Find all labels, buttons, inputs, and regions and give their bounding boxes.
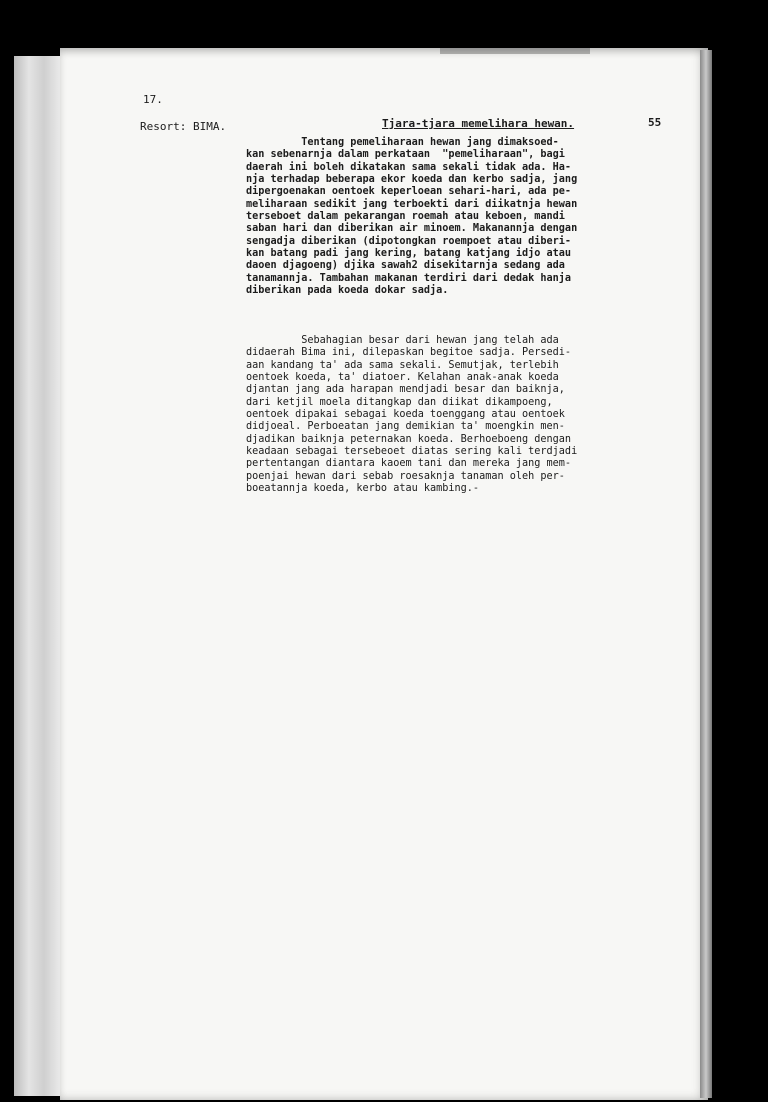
paragraph-2 bbox=[246, 335, 686, 495]
text-line: sengadja diberikan (dipotongkan roempoet atau diberi- bbox=[246, 235, 572, 247]
text-line: nja terhadap beberapa ekor koeda dan kerbo sadja, jang bbox=[246, 174, 578, 186]
text-line: dari ketjil moela ditangkap dan diikat dikampoeng, bbox=[246, 396, 553, 408]
section-heading: Tjara-tjara memelihara hewan. bbox=[382, 117, 575, 130]
text-line: saban hari dan diberikan air minoem. Makanannja dengan bbox=[246, 223, 578, 235]
text-line: djadikan baiknja peternakan koeda. Berhoeboeng dengan bbox=[246, 433, 572, 445]
text-line: boeatannja koeda, kerbo atau kambing.- bbox=[246, 483, 480, 495]
text-line: terseboet dalam pekarangan roemah atau keboen, mandi bbox=[246, 211, 565, 223]
text-line: diberikan pada koeda dokar sadja. bbox=[246, 285, 449, 297]
text-line: poenjai hewan dari sebab roesaknja tanaman oleh per- bbox=[246, 470, 565, 482]
text-line: aan kandang ta' ada sama sekali. Semutjak, terlebih bbox=[246, 359, 559, 371]
text-line: meliharaan sedikit jang terboekti dari diikatnja hewan bbox=[246, 198, 578, 210]
page-edge bbox=[700, 50, 712, 1098]
text-line: Tentang pemeliharaan hewan jang dimaksoed- bbox=[246, 137, 559, 148]
text-line: daoen djagoeng) djika sawah2 disekitarnja sedang ada bbox=[246, 260, 565, 272]
text-line: kan sebenarnja dalam perkataan "pemeliharaan", bagi bbox=[246, 149, 565, 161]
paragraph-1 bbox=[246, 137, 686, 297]
text-line: dipergoenakan oentoek keperloean sehari-hari, ada pe- bbox=[246, 186, 572, 198]
text-line: daerah ini boleh dikatakan sama sekali tidak ada. Ha- bbox=[246, 161, 572, 173]
scan-smudge bbox=[440, 48, 590, 54]
text-line: Sebahagian besar dari hewan jang telah ada bbox=[246, 335, 559, 346]
text-line: djantan jang ada harapan mendjadi besar dan baiknja, bbox=[246, 384, 565, 396]
text-line: keadaan sebagai tersebeoet diatas sering kali terdjadi bbox=[246, 446, 578, 458]
text-line: kan batang padi jang kering, batang katjang idjo atau bbox=[246, 248, 572, 260]
page-number-left: 17. bbox=[143, 93, 163, 106]
text-line: pertentangan diantara kaoem tani dan mereka jang mem- bbox=[246, 458, 572, 470]
resort-label: Resort: BIMA. bbox=[140, 120, 227, 133]
text-line: didjoeal. Perboeatan jang demikian ta' moengkin men- bbox=[246, 421, 565, 433]
text-line: didaerah Bima ini, dilepaskan begitoe sadja. Persedi- bbox=[246, 347, 572, 359]
text-line: oentoek koeda, ta' diatoer. Kelahan anak-anak koeda bbox=[246, 372, 559, 384]
text-line: oentoek dipakai sebagai koeda toenggang atau oentoek bbox=[246, 409, 565, 421]
binding-strip bbox=[14, 56, 64, 1096]
page-number-right: 55 bbox=[648, 116, 662, 129]
text-line: tanamannja. Tambahan makanan terdiri dari dedak hanja bbox=[246, 272, 572, 284]
